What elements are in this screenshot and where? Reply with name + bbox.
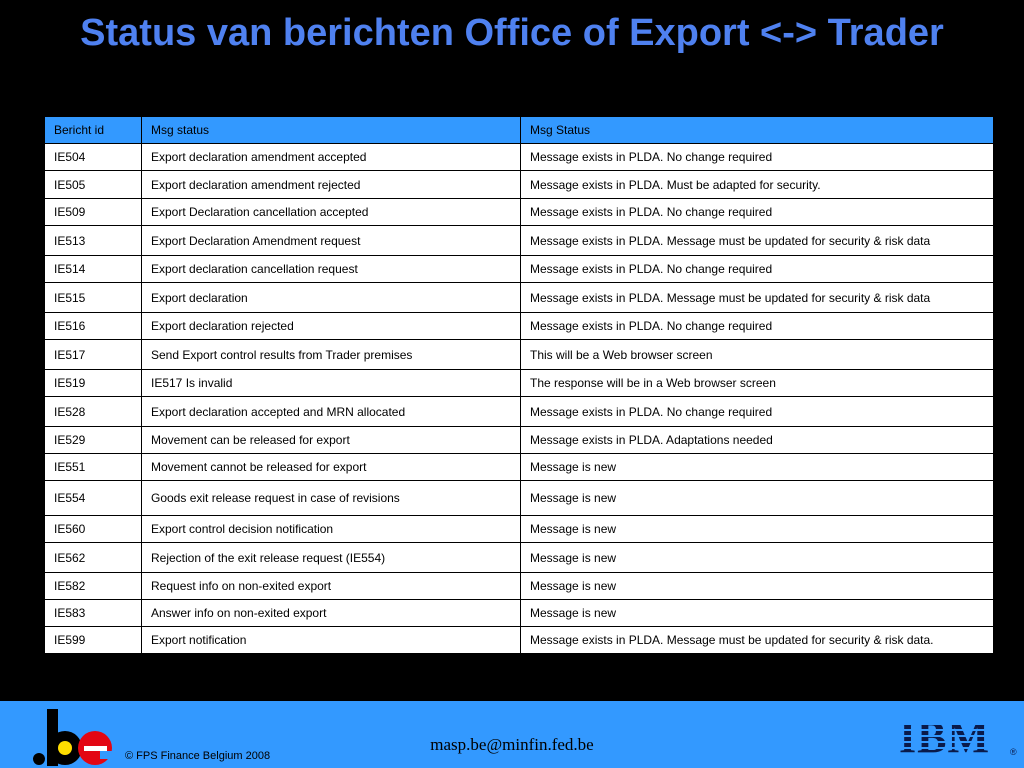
- cell-bericht-id: IE505: [45, 171, 142, 199]
- table-row: [45, 397, 994, 427]
- message-status-table: [44, 116, 994, 654]
- cell-msg-status-description: Message is new: [521, 543, 994, 573]
- cell-msg-status-description: Message is new: [521, 516, 994, 543]
- cell-bericht-id: IE509: [45, 199, 142, 226]
- footer-bar: [0, 701, 1024, 768]
- cell-msg-status-description: Message is new: [521, 600, 994, 627]
- cell-msg-status: Export declaration accepted and MRN allocated: [142, 397, 521, 427]
- table-row: [45, 313, 994, 340]
- table-row: [45, 256, 994, 283]
- table-body: [45, 144, 994, 654]
- table-header-row: [45, 117, 994, 144]
- cell-msg-status: Export control decision notification: [142, 516, 521, 543]
- cell-bericht-id: IE529: [45, 427, 142, 454]
- cell-msg-status: Request info on non-exited export: [142, 573, 521, 600]
- cell-bericht-id: IE582: [45, 573, 142, 600]
- cell-msg-status-description: Message exists in PLDA. No change required: [521, 256, 994, 283]
- table-row: [45, 627, 994, 654]
- cell-bericht-id: IE517: [45, 340, 142, 370]
- copyright-text: © FPS Finance Belgium 2008: [125, 750, 271, 762]
- cell-msg-status-description: Message exists in PLDA. No change required: [521, 313, 994, 340]
- contact-email: masp.be@minfin.fed.be: [430, 735, 594, 754]
- slide-title: Status van berichten Office of Export <-> Trader: [80, 12, 944, 54]
- cell-msg-status: Export declaration rejected: [142, 313, 521, 340]
- ibm-logo: [897, 715, 1017, 757]
- cell-msg-status-description: The response will be in a Web browser screen: [521, 370, 994, 397]
- table-row: [45, 543, 994, 573]
- table-row: [45, 226, 994, 256]
- cell-msg-status-description: Message exists in PLDA. Must be adapted for security.: [521, 171, 994, 199]
- table-row: [45, 144, 994, 171]
- cell-bericht-id: IE514: [45, 256, 142, 283]
- cell-msg-status: Send Export control results from Trader premises: [142, 340, 521, 370]
- cell-msg-status-description: Message exists in PLDA. Message must be updated for security & risk data.: [521, 627, 994, 654]
- cell-msg-status: Goods exit release request in case of revisions: [142, 481, 521, 516]
- cell-msg-status-description: Message is new: [521, 454, 994, 481]
- table-row: [45, 370, 994, 397]
- cell-msg-status: Export declaration cancellation request: [142, 256, 521, 283]
- column-header-bericht-id: Bericht id: [45, 117, 142, 144]
- cell-bericht-id: IE504: [45, 144, 142, 171]
- cell-msg-status-description: Message exists in PLDA. Adaptations needed: [521, 427, 994, 454]
- cell-msg-status: Export Declaration Amendment request: [142, 226, 521, 256]
- table-row: [45, 454, 994, 481]
- cell-msg-status-description: Message is new: [521, 481, 994, 516]
- cell-msg-status: Movement can be released for export: [142, 427, 521, 454]
- cell-msg-status: Rejection of the exit release request (IE554): [142, 543, 521, 573]
- cell-msg-status: Export declaration: [142, 283, 521, 313]
- column-header-msg-status: Msg status: [142, 117, 521, 144]
- table-row: [45, 516, 994, 543]
- cell-msg-status-description: Message exists in PLDA. No change required: [521, 397, 994, 427]
- cell-msg-status: Export notification: [142, 627, 521, 654]
- cell-msg-status: Export declaration amendment rejected: [142, 171, 521, 199]
- table-row: [45, 427, 994, 454]
- cell-bericht-id: IE519: [45, 370, 142, 397]
- cell-bericht-id: IE599: [45, 627, 142, 654]
- table-row: [45, 199, 994, 226]
- cell-bericht-id: IE560: [45, 516, 142, 543]
- table-row: [45, 340, 994, 370]
- cell-bericht-id: IE551: [45, 454, 142, 481]
- table-row: [45, 573, 994, 600]
- cell-msg-status: Answer info on non-exited export: [142, 600, 521, 627]
- cell-bericht-id: IE562: [45, 543, 142, 573]
- cell-bericht-id: IE583: [45, 600, 142, 627]
- cell-msg-status: Movement cannot be released for export: [142, 454, 521, 481]
- cell-bericht-id: IE515: [45, 283, 142, 313]
- table-row: [45, 171, 994, 199]
- cell-bericht-id: IE513: [45, 226, 142, 256]
- registered-mark: ®: [1010, 747, 1017, 757]
- cell-msg-status-description: Message exists in PLDA. Message must be updated for security & risk data: [521, 226, 994, 256]
- table-row: [45, 283, 994, 313]
- table-row: [45, 600, 994, 627]
- cell-msg-status-description: Message exists in PLDA. No change required: [521, 144, 994, 171]
- table-row: [45, 481, 994, 516]
- cell-bericht-id: IE516: [45, 313, 142, 340]
- cell-msg-status: Export Declaration cancellation accepted: [142, 199, 521, 226]
- cell-msg-status-description: This will be a Web browser screen: [521, 340, 994, 370]
- cell-msg-status: IE517 Is invalid: [142, 370, 521, 397]
- cell-bericht-id: IE554: [45, 481, 142, 516]
- cell-bericht-id: IE528: [45, 397, 142, 427]
- cell-msg-status-description: Message exists in PLDA. No change required: [521, 199, 994, 226]
- cell-msg-status: Export declaration amendment accepted: [142, 144, 521, 171]
- cell-msg-status-description: Message is new: [521, 573, 994, 600]
- cell-msg-status-description: Message exists in PLDA. Message must be updated for security & risk data: [521, 283, 994, 313]
- column-header-msg-status-description: Msg Status: [521, 117, 994, 144]
